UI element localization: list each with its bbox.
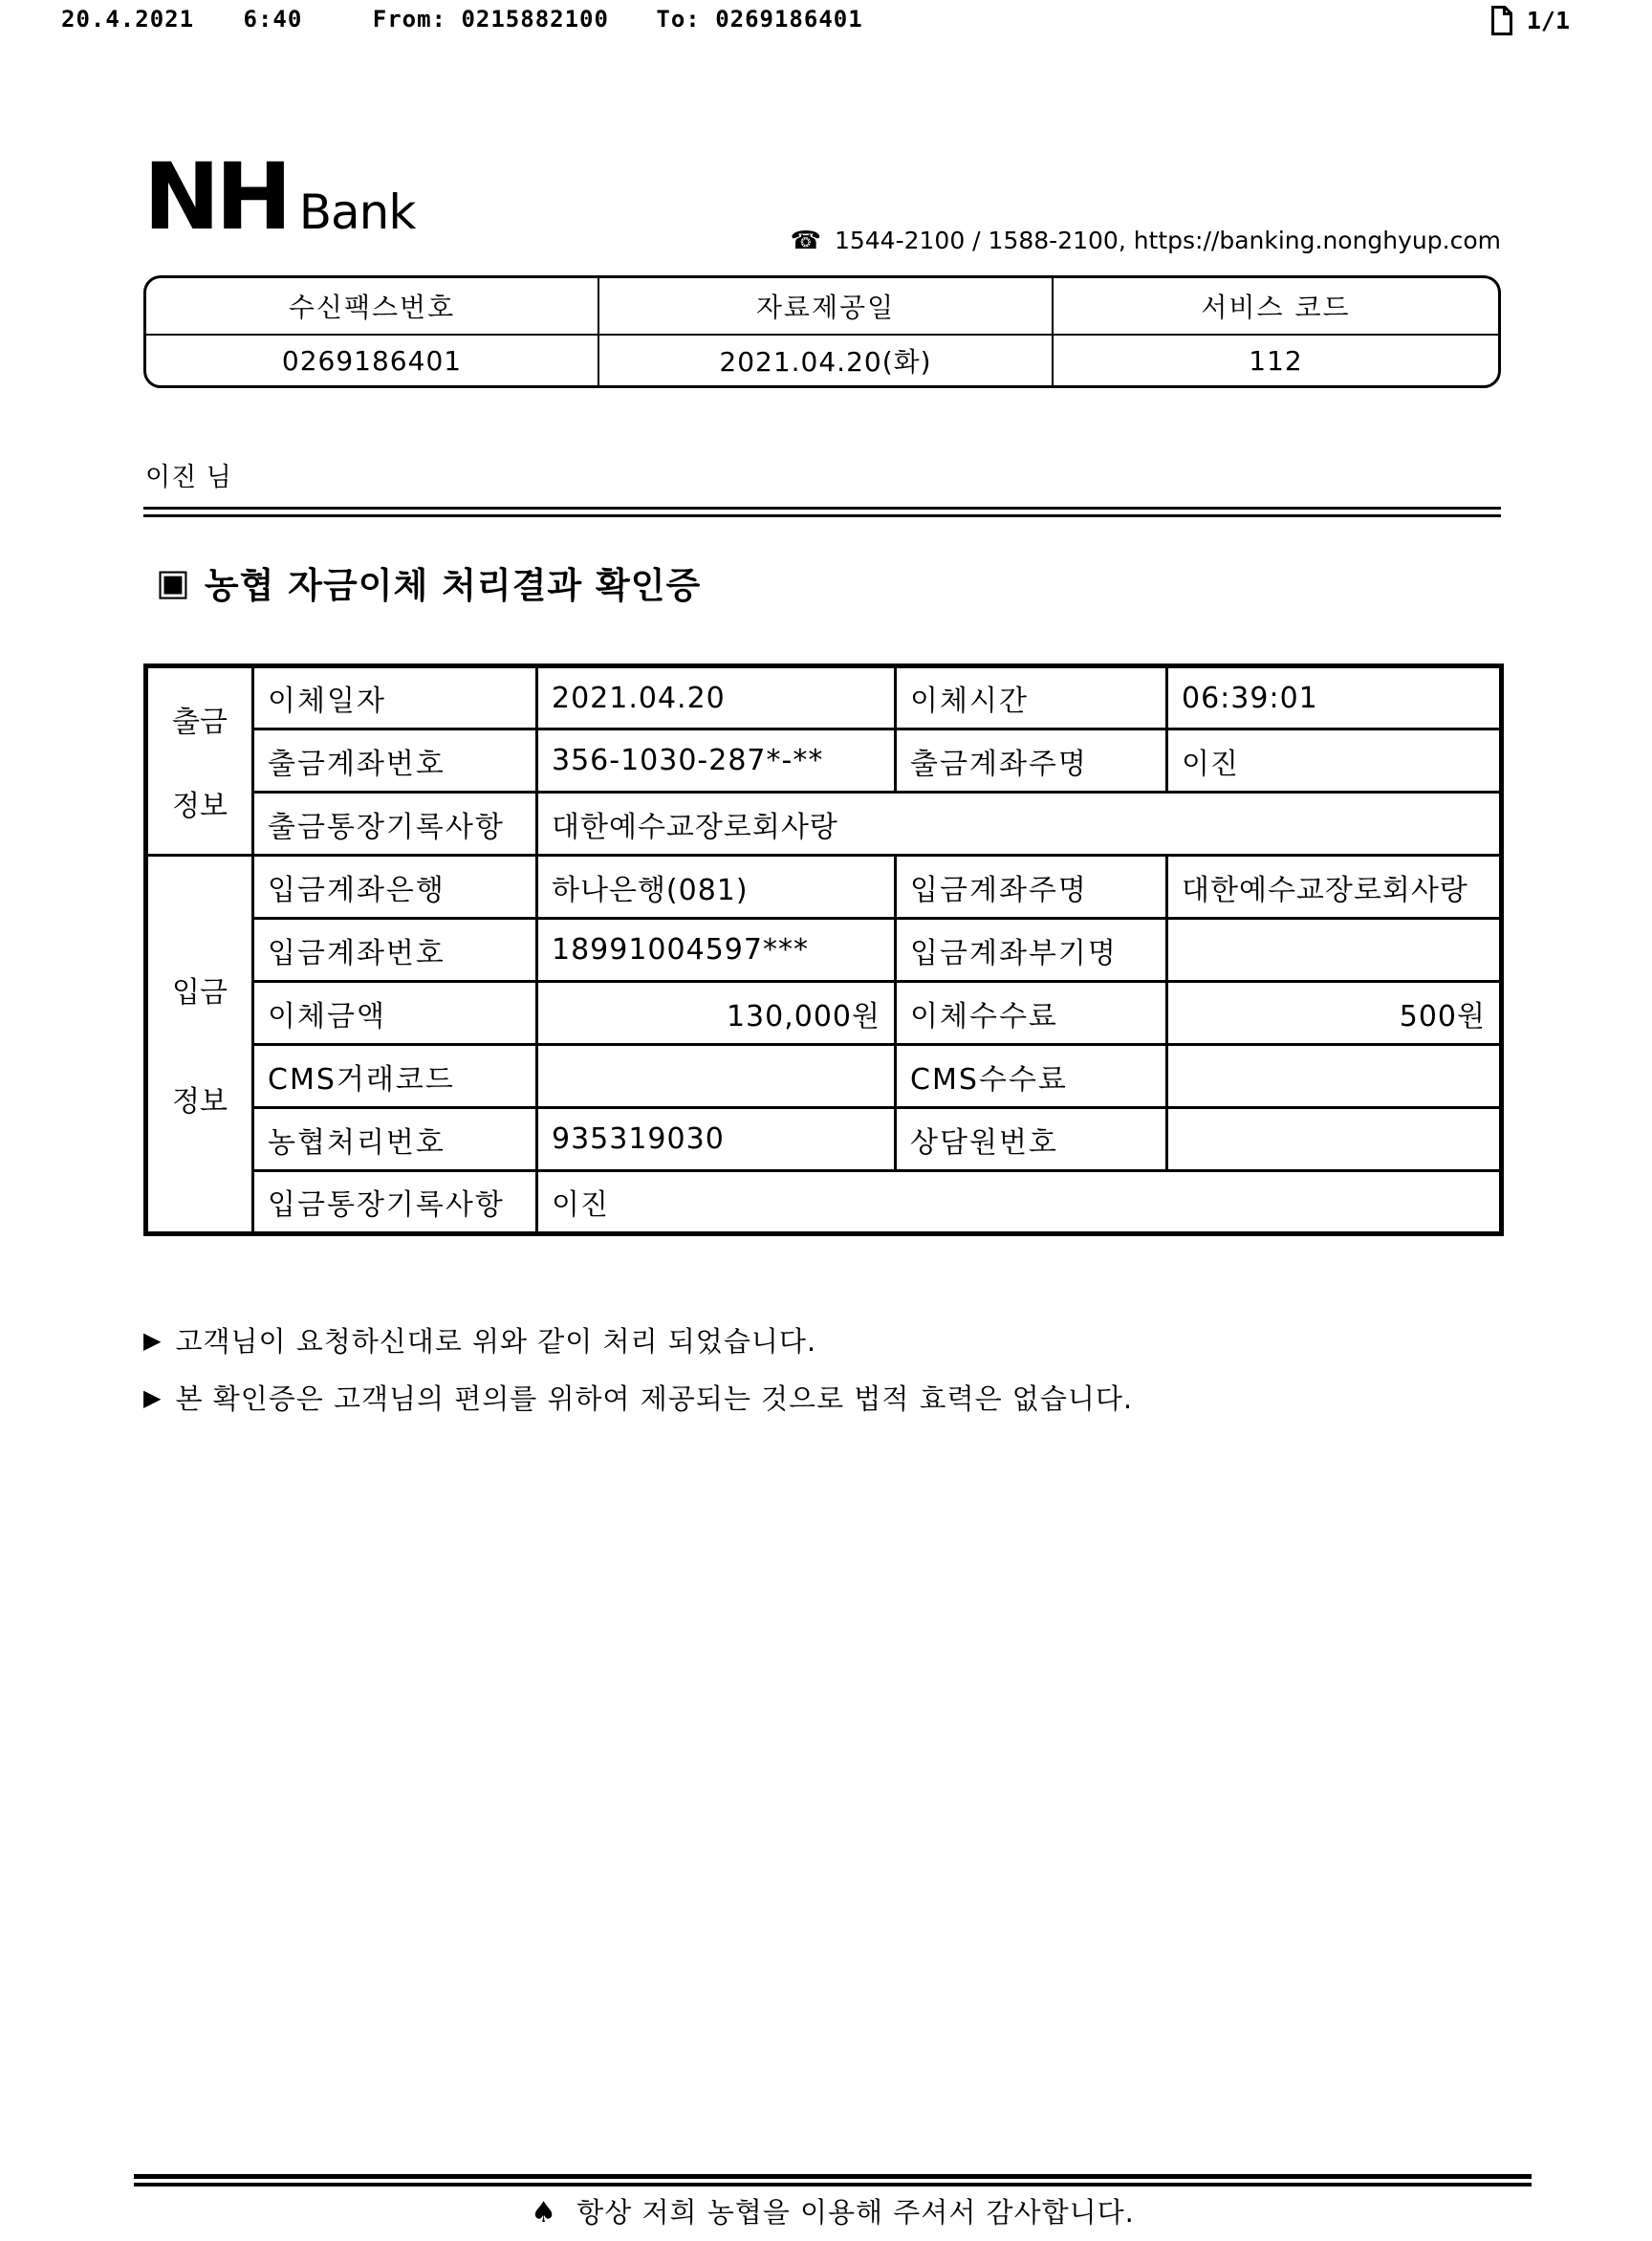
bullet-triangle-icon: ▶ <box>143 1326 163 1354</box>
spade-icon: ♠ <box>531 2196 558 2230</box>
note-processed <box>143 1320 816 1360</box>
table-row <box>146 729 1502 793</box>
footer-divider-rule <box>134 2174 1532 2187</box>
table-row <box>146 856 1502 919</box>
note-no-legal-effect <box>143 1378 1133 1417</box>
value-withdraw-account: 356-1030-287*-** <box>537 729 896 793</box>
group-deposit-info <box>146 856 253 1234</box>
header-divider-rule <box>143 507 1501 517</box>
label-cms-fee: CMS수수료 <box>896 1045 1167 1108</box>
table-row <box>146 1108 1502 1171</box>
label-deposit-account-alias: 입금계좌부기명 <box>896 919 1167 982</box>
document-title-text: 농협 자금이체 처리결과 확인증 <box>204 565 702 606</box>
value-cms-fee <box>1167 1045 1502 1108</box>
label-deposit-holder: 입금계좌주명 <box>896 856 1167 919</box>
label-deposit-bank: 입금계좌은행 <box>253 856 537 919</box>
info-value-service-code: 112 <box>1052 334 1498 385</box>
fax-info-table <box>143 275 1501 388</box>
label-deposit-account: 입금계좌번호 <box>253 919 537 982</box>
table-row <box>146 1045 1502 1108</box>
info-header-service-code: 서비스 코드 <box>1052 278 1498 334</box>
table-row <box>146 919 1502 982</box>
value-transfer-date: 2021.04.20 <box>537 666 896 729</box>
value-agent-number <box>1167 1108 1502 1171</box>
nh-bank-logo <box>143 143 416 250</box>
phone-icon: ☎ <box>790 227 822 255</box>
value-nh-process-number: 935319030 <box>537 1108 896 1171</box>
label-nh-process-number: 농협처리번호 <box>253 1108 537 1171</box>
table-row <box>146 1171 1502 1234</box>
value-cms-transaction-code <box>537 1045 896 1108</box>
footer-thanks-text: 항상 저희 농협을 이용해 주셔서 감사합니다. <box>576 2196 1135 2229</box>
value-transfer-time: 06:39:01 <box>1167 666 1502 729</box>
note-processed-text: 고객님이 요청하신대로 위와 같이 처리 되었습니다. <box>175 1325 817 1358</box>
label-cms-transaction-code: CMS거래코드 <box>253 1045 537 1108</box>
page-count: 1/1 <box>1526 7 1570 34</box>
label-withdraw-passbook-memo: 출금통장기록사항 <box>253 793 537 856</box>
value-deposit-holder: 대한예수교장로회사랑 <box>1167 856 1502 919</box>
group-label-line: 정보 <box>172 790 228 823</box>
document-page-icon <box>1490 6 1513 35</box>
logo-nh-text: NH <box>143 143 288 250</box>
label-transfer-amount: 이체금액 <box>253 982 537 1045</box>
group-label-line: 입금 <box>172 976 228 1010</box>
label-transfer-time: 이체시간 <box>896 666 1167 729</box>
value-deposit-passbook-memo: 이진 <box>537 1171 1502 1234</box>
label-withdraw-account: 출금계좌번호 <box>253 729 537 793</box>
footer-thanks <box>134 2191 1532 2230</box>
document-title <box>156 556 701 608</box>
fax-transmission-header <box>61 6 863 33</box>
bank-contact-text: 1544-2100 / 1588-2100, https://banking.nonghyup.com <box>834 227 1501 254</box>
recipient-name: 이진 님 <box>145 463 232 492</box>
info-value-data-date: 2021.04.20(화) <box>598 334 1052 385</box>
fax-time: 6:40 <box>243 6 303 33</box>
label-transfer-date: 이체일자 <box>253 666 537 729</box>
table-row <box>146 793 1502 856</box>
value-transfer-fee: 500원 <box>1167 982 1502 1045</box>
group-withdrawal-info <box>146 666 253 856</box>
value-withdraw-passbook-memo: 대한예수교장로회사랑 <box>537 793 1502 856</box>
note-no-legal-effect-text: 본 확인증은 고객님의 편의를 위하여 제공되는 것으로 법적 효력은 없습니다. <box>175 1382 1134 1415</box>
fax-to-number: To: 0269186401 <box>656 6 863 33</box>
fax-from-number: From: 0215882100 <box>372 6 609 33</box>
logo-bank-text: Bank <box>298 185 416 240</box>
fax-page-indicator <box>1490 6 1570 35</box>
table-row <box>146 982 1502 1045</box>
bullet-triangle-icon: ▶ <box>143 1383 163 1411</box>
group-label-line: 출금 <box>172 706 228 739</box>
label-withdraw-holder: 출금계좌주명 <box>896 729 1167 793</box>
value-transfer-amount: 130,000원 <box>537 982 896 1045</box>
info-value-recv-fax: 0269186401 <box>146 334 598 385</box>
label-deposit-passbook-memo: 입금통장기록사항 <box>253 1171 537 1234</box>
label-agent-number: 상담원번호 <box>896 1108 1167 1171</box>
table-row <box>146 666 1502 729</box>
value-withdraw-holder: 이진 <box>1167 729 1502 793</box>
title-square-icon: ▣ <box>156 561 191 603</box>
value-deposit-bank: 하나은행(081) <box>537 856 896 919</box>
label-transfer-fee: 이체수수료 <box>896 982 1167 1045</box>
info-header-recv-fax: 수신팩스번호 <box>288 292 456 323</box>
transfer-result-table <box>143 664 1504 1236</box>
bank-contact-line <box>791 227 1501 255</box>
value-deposit-account: 18991004597*** <box>537 919 896 982</box>
group-label-line: 정보 <box>172 1085 228 1119</box>
fax-date: 20.4.2021 <box>61 6 195 33</box>
info-header-data-date: 자료제공일 <box>598 278 1052 334</box>
value-deposit-account-alias <box>1167 919 1502 982</box>
